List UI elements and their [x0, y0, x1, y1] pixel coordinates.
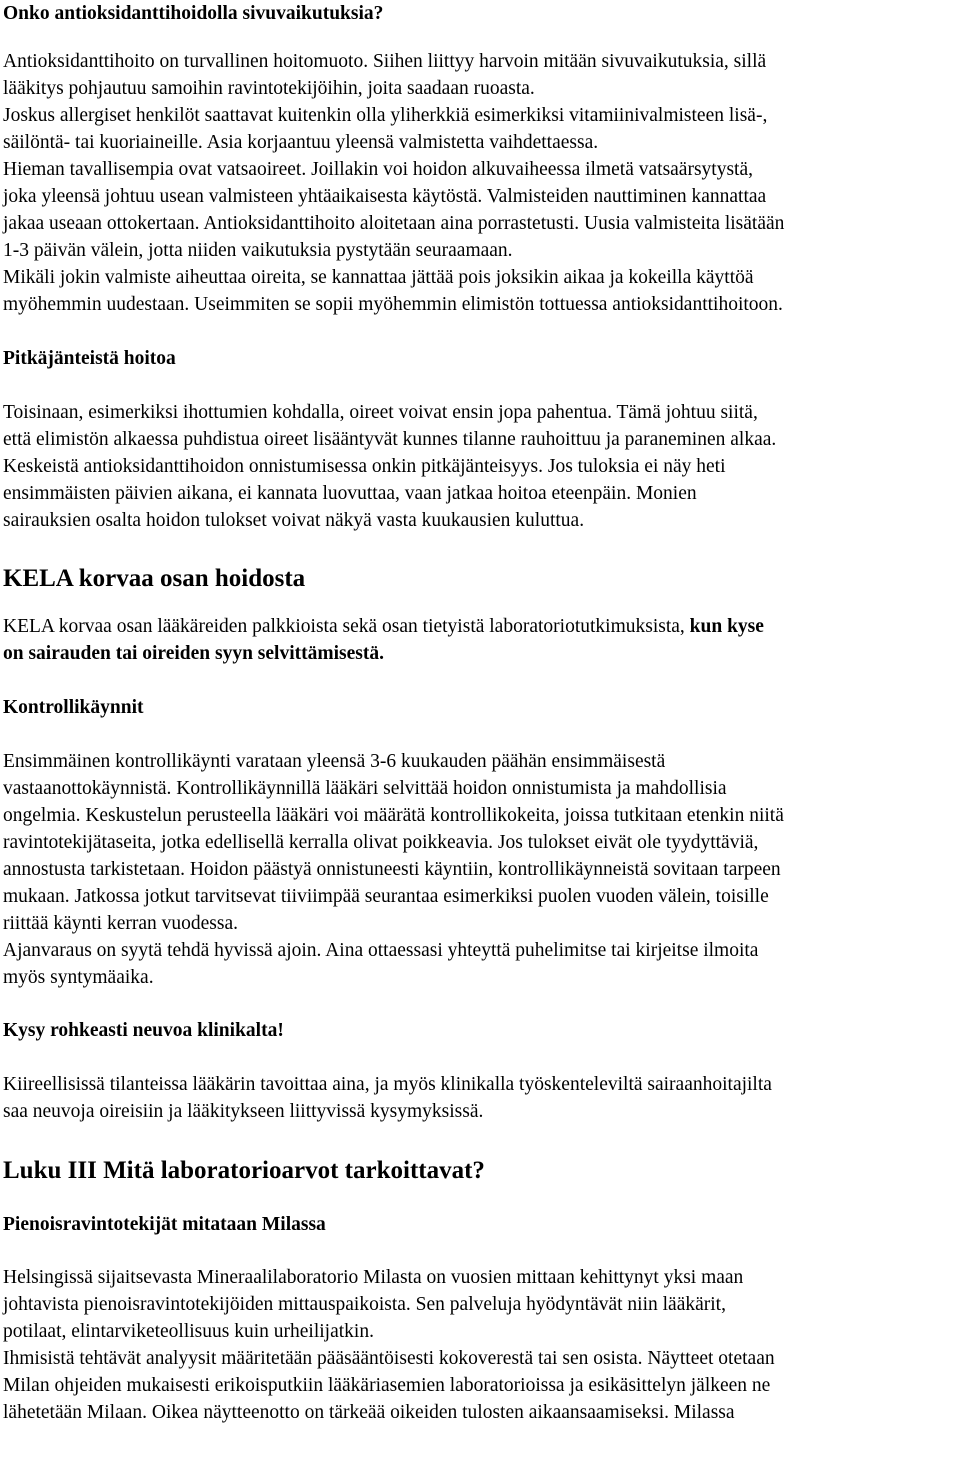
paragraph-ask-clinic	[3, 1071, 957, 1125]
paragraph-long-term-treatment	[3, 399, 957, 534]
text-line: joka yleensä johtuu usean valmisteen yhtäaikaisesta käytöstä. Valmisteiden nauttiminen kannattaa	[3, 186, 767, 207]
heading-micronutrients: Pienoisravintotekijät mitataan Milassa	[3, 1214, 326, 1235]
text-line: ongelmia. Keskustelun perusteella lääkäri voi määrätä kontrollikokeita, joissa tutkitaan etenkin niitä	[3, 805, 784, 826]
text-line: Hieman tavallisempia ovat vatsaoireet. Joillakin voi hoidon alkuvaiheessa ilmetä vatsaärsytystä,	[3, 159, 753, 180]
text-line: lääkitys pohjautuu samoihin ravintotekijöihin, joita saadaan ruoasta.	[3, 78, 535, 99]
heading-ask-clinic: Kysy rohkeasti neuvoa klinikalta!	[3, 1020, 284, 1041]
text-line: mukaan. Jatkossa jotkut tarvitsevat tiiviimpää seurantaa esimerkiksi puolen vuoden välein, toisille	[3, 886, 769, 907]
text-line: lähetetään Milaan. Oikea näytteenotto on tärkeää oikeiden tulosten aikaansaamiseksi. Milassa	[3, 1402, 735, 1423]
paragraph-kela	[3, 613, 957, 667]
text-line: Antioksidanttihoito on turvallinen hoitomuoto. Siihen liittyy harvoin mitään sivuvaikutuksia, sillä	[3, 51, 767, 72]
text-line: Helsingissä sijaitsevasta Mineraalilaboratorio Milasta on vuosien mittaan kehittynyt yksi maan	[3, 1267, 744, 1288]
text-line: myöhemmin uudestaan. Useimmiten se sopii myöhemmin elimistön tottuessa antioksidanttihoitoon.	[3, 294, 783, 315]
text-line: vastaanottokäynnistä. Kontrollikäynnillä lääkäri selvittää hoidon onnistumista ja mahdollisia	[3, 778, 727, 799]
paragraph-side-effects	[3, 48, 957, 318]
text-bold: kun kyse	[689, 616, 764, 637]
text-line	[3, 640, 957, 667]
text-normal: KELA korvaa osan lääkäreiden palkkioista sekä osan tietyistä laboratoriotutkimuksista,	[3, 616, 690, 637]
section-micronutrients	[3, 1211, 957, 1426]
heading-chapter-3: Luku III Mitä laboratorioarvot tarkoittavat?	[3, 1157, 485, 1184]
paragraph-follow-up-visits	[3, 748, 957, 991]
text-line: Kiireellisissä tilanteissa lääkärin tavoittaa aina, ja myös klinikalla työskenteleviltä sairaanhoitajilta	[3, 1074, 772, 1095]
text-bold: on sairauden tai oireiden syyn selvittämisestä.	[3, 643, 384, 664]
text-line	[3, 613, 957, 640]
text-line: saa neuvoja oireisiin ja lääkitykseen liittyvissä kysymyksissä.	[3, 1101, 484, 1122]
text-line: jakaa useaan ottokertaan. Antioksidanttihoito aloitetaan aina porrastetusti. Uusia valmisteita lisätään	[3, 213, 785, 234]
text-line: myös syntymäaika.	[3, 967, 154, 988]
text-line: Ihmisistä tehtävät analyysit määritetään pääsääntöisesti kokoverestä tai sen osista. Näytteet otetaan	[3, 1348, 775, 1369]
text-line: että elimistön alkaessa puhdistua oireet lisääntyvät kunnes tilanne rauhoittuu ja paraneminen alkaa.	[3, 429, 777, 450]
heading-kela: KELA korvaa osan hoidosta	[3, 565, 306, 592]
section-ask-clinic	[3, 1017, 957, 1125]
text-line: riittää käynti kerran vuodessa.	[3, 913, 238, 934]
paragraph-micronutrients	[3, 1264, 957, 1426]
text-line: Ensimmäinen kontrollikäynti varataan yleensä 3-6 kuukauden päähän ensimmäisestä	[3, 751, 666, 772]
document-page	[3, 0, 957, 1426]
heading-follow-up-visits: Kontrollikäynnit	[3, 697, 144, 718]
heading-long-term-treatment: Pitkäjänteistä hoitoa	[3, 348, 176, 369]
text-line: annostusta tarkistetaan. Hoidon päästyä onnistuneesti käyntiin, kontrollikäynneistä sovitaan tarpeen	[3, 859, 781, 880]
text-line: Keskeistä antioksidanttihoidon onnistumisessa onkin pitkäjänteisyys. Jos tuloksia ei näy heti	[3, 456, 726, 477]
text-line: johtavista pienoisravintotekijöiden mittauspaikoista. Sen palveluja hyödyntävät niin lääkärit,	[3, 1294, 726, 1315]
section-follow-up-visits	[3, 694, 957, 991]
text-line: ensimmäisten päivien aikana, ei kannata luovuttaa, vaan jatkaa hoitoa eteenpäin. Monien	[3, 483, 697, 504]
text-line: ravintotekijätaseita, jotka edellisellä kerralla olivat poikkeavia. Jos tulokset eivät ole tyydyttäviä,	[3, 832, 759, 853]
text-line: Milan ohjeiden mukaisesti erikoisputkiin lääkäriasemien laboratorioissa ja esikäsittelyn jälkeen ne	[3, 1375, 771, 1396]
section-side-effects	[3, 0, 957, 318]
text-line: 1-3 päivän välein, jotta niiden vaikutuksia pystytään seuraamaan.	[3, 240, 513, 261]
text-line: sairauksien osalta hoidon tulokset voivat näkyä vasta kuukausien kuluttua.	[3, 510, 585, 531]
section-long-term-treatment	[3, 345, 957, 534]
text-line: potilaat, elintarviketeollisuus kuin urheilijatkin.	[3, 1321, 374, 1342]
text-line: Toisinaan, esimerkiksi ihottumien kohdalla, oireet voivat ensin jopa pahentua. Tämä johtuu siitä,	[3, 402, 758, 423]
text-line: säilöntä- tai kuoriaineille. Asia korjaantuu yleensä valmistetta vaihdettaessa.	[3, 132, 599, 153]
text-line: Mikäli jokin valmiste aiheuttaa oireita, se kannattaa jättää pois joksikin aikaa ja kokeilla käyttöä	[3, 267, 754, 288]
text-line: Ajanvaraus on syytä tehdä hyvissä ajoin. Aina ottaessasi yhteyttä puhelimitse tai kirjeitse ilmoita	[3, 940, 759, 961]
text-line: Joskus allergiset henkilöt saattavat kuitenkin olla yliherkkiä esimerkiksi vitamiinivalmisteen lisä-,	[3, 105, 768, 126]
section-chapter-3	[3, 1156, 957, 1186]
section-kela	[3, 564, 957, 667]
heading-side-effects: Onko antioksidanttihoidolla sivuvaikutuksia?	[3, 3, 384, 24]
